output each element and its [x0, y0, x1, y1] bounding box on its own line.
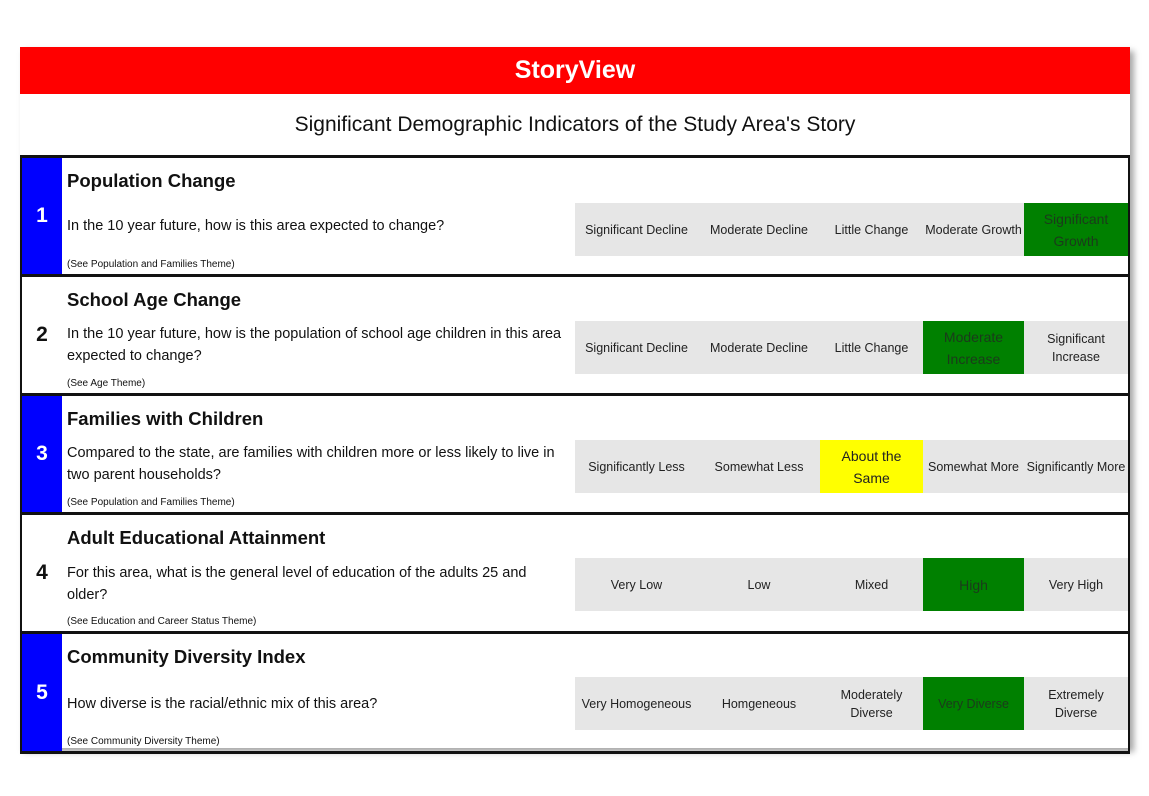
scale-option-selected: About the Same	[820, 440, 923, 493]
page-subtitle: Significant Demographic Indicators of the Study Area's Story	[294, 112, 856, 136]
scale-option: Moderate Decline	[710, 340, 808, 355]
indicator-title: Families with Children	[67, 408, 264, 429]
scale-option: Very Homogeneous	[581, 696, 692, 711]
scale-option-selected: Significant Growth	[1024, 203, 1128, 256]
scale-option: Mixed	[854, 577, 889, 592]
indicator-question: In the 10 year future, how is the population of school age children in this area expected to change?	[67, 326, 562, 364]
scale-option: Very High	[1048, 577, 1104, 592]
indicator-number: 1	[22, 158, 62, 274]
indicator-title: Community Diversity Index	[67, 646, 306, 667]
scale-option: Somewhat More	[927, 459, 1019, 474]
indicator-reference: (See Education and Career Status Theme)	[67, 616, 257, 627]
scale-option: Significant Increase	[1047, 331, 1105, 364]
storyview-banner	[20, 47, 1130, 94]
indicator-question: Compared to the state, are families with children more or less likely to live in two parent households?	[67, 445, 555, 483]
indicator-number: 5	[22, 634, 62, 751]
scale-option: Little Change	[834, 222, 909, 237]
indicator-list	[20, 155, 1130, 754]
scale-option: Little Change	[834, 340, 909, 355]
indicator-scale	[575, 321, 1128, 374]
indicator-row-school-age-change	[20, 277, 1130, 396]
scale-option-selected: Moderate Increase	[923, 321, 1024, 374]
indicator-row-adult-educational-attainment	[20, 515, 1130, 634]
scale-option: Very Low	[610, 577, 663, 592]
indicator-number: 2	[22, 277, 62, 393]
indicator-reference: (See Population and Families Theme)	[67, 497, 235, 508]
scale-option: Moderately Diverse	[840, 687, 903, 720]
scale-option-selected: High	[923, 558, 1024, 611]
scale-option: Significant Decline	[585, 222, 688, 237]
indicator-scale	[575, 558, 1128, 611]
indicator-scale	[575, 440, 1128, 493]
page-title: StoryView	[514, 56, 636, 84]
scale-option-selected: Very Diverse	[923, 677, 1024, 730]
storyview-sheet	[20, 47, 1130, 748]
indicator-row-families-with-children	[20, 396, 1130, 515]
indicator-reference: (See Age Theme)	[67, 378, 146, 389]
indicator-number: 4	[22, 515, 62, 631]
indicator-reference: (See Population and Families Theme)	[67, 259, 235, 270]
indicator-question: For this area, what is the general level of education of the adults 25 and older?	[67, 565, 527, 603]
scale-option: Significantly Less	[588, 459, 685, 474]
scale-option: Significant Decline	[585, 340, 688, 355]
indicator-row-population-change	[20, 158, 1130, 277]
indicator-question: How diverse is the racial/ethnic mix of this area?	[67, 696, 378, 712]
scale-option: Moderate Growth	[925, 222, 1022, 237]
scale-option: Homgeneous	[721, 696, 797, 711]
indicator-title: Adult Educational Attainment	[67, 527, 326, 548]
indicator-title: School Age Change	[67, 289, 242, 310]
indicator-reference: (See Community Diversity Theme)	[67, 736, 220, 747]
indicator-row-community-diversity-index	[20, 634, 1130, 754]
scale-option: Extremely Diverse	[1048, 687, 1104, 720]
indicator-question: In the 10 year future, how is this area expected to change?	[67, 218, 445, 234]
scale-option: Somewhat Less	[714, 459, 804, 474]
indicator-scale	[575, 203, 1128, 256]
indicator-title: Population Change	[67, 170, 236, 191]
indicator-number: 3	[22, 396, 62, 512]
scale-option: Moderate Decline	[710, 222, 808, 237]
scale-option: Low	[747, 577, 771, 592]
indicator-scale	[575, 677, 1128, 730]
scale-option: Significantly More	[1026, 459, 1126, 474]
